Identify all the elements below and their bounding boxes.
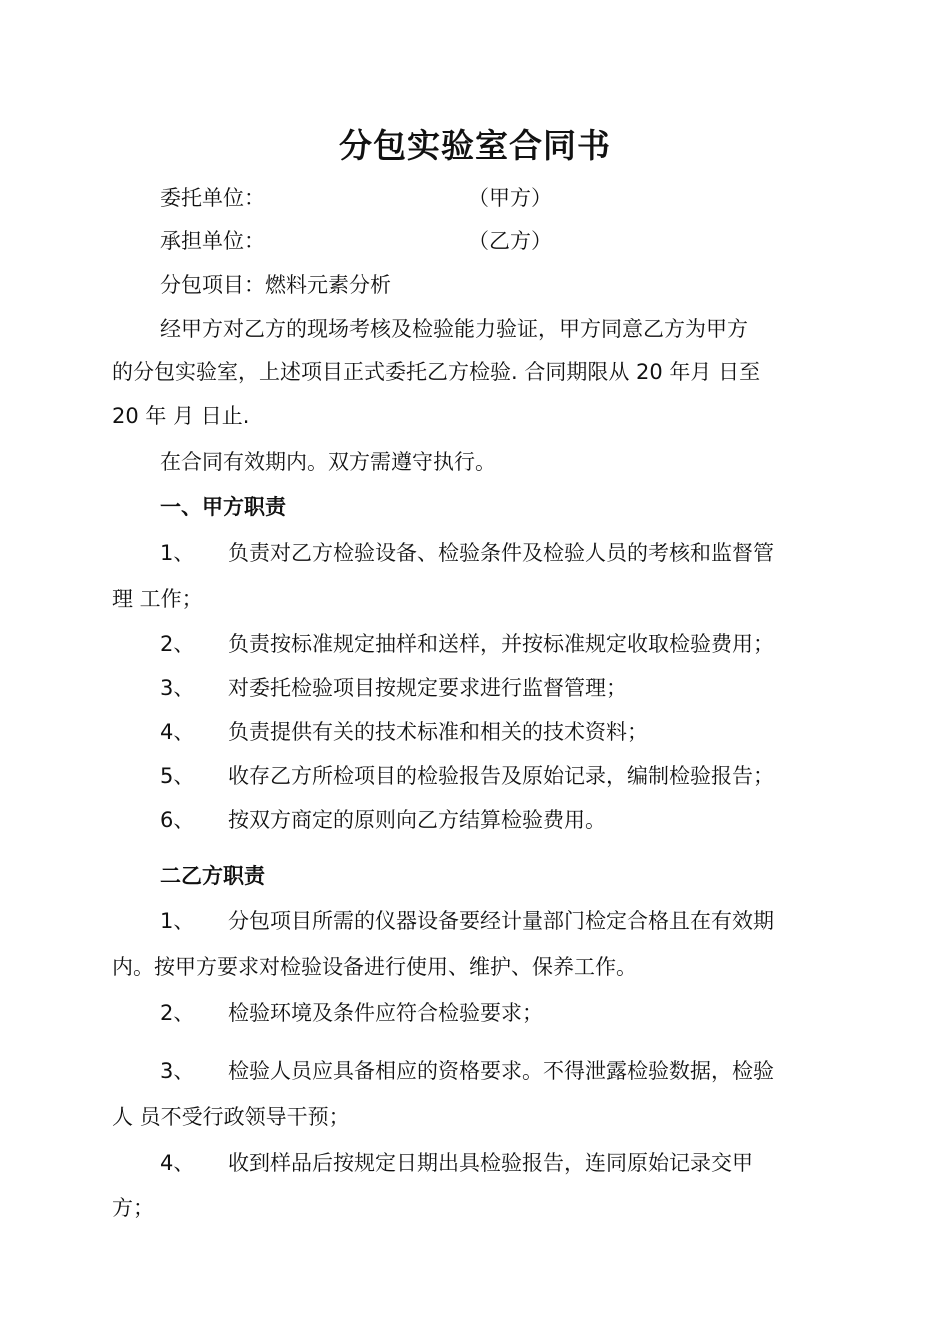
section2-item xyxy=(160,1148,753,1178)
item-number: 3、 xyxy=(160,1059,195,1083)
item-number: 4、 xyxy=(160,1151,195,1175)
item-text: 收到样品后按规定日期出具检验报告，连同原始记录交甲 xyxy=(228,1151,753,1175)
intro-line-4: 在合同有效期内。双方需遵守执行。 xyxy=(160,450,496,474)
section2-item-continuation: 人 员不受行政领导干预； xyxy=(112,1105,350,1129)
item-number: 3、 xyxy=(160,676,195,700)
item-number: 2、 xyxy=(160,1001,195,1025)
item-text: 检验人员应具备相应的资格要求。不得泄露检验数据，检验 xyxy=(228,1059,774,1083)
section1-item xyxy=(160,629,774,659)
section2-item-continuation: 方； xyxy=(112,1196,154,1220)
item-number: 6、 xyxy=(160,808,195,832)
intro-line-1: 经甲方对乙方的现场考核及检验能力验证，甲方同意乙方为甲方 xyxy=(160,317,748,341)
intro-line-3: 20 年 月 日止. xyxy=(112,404,250,428)
contractor-role: （乙方） xyxy=(468,229,552,253)
item-text: 收存乙方所检项目的检验报告及原始记录，编制检验报告； xyxy=(228,764,774,788)
item-number: 5、 xyxy=(160,764,195,788)
contractor-label: 承担单位： xyxy=(160,229,265,253)
client-label: 委托单位： xyxy=(160,186,265,210)
section2-heading: 二乙方职责 xyxy=(160,864,265,888)
section1-heading: 一、甲方职责 xyxy=(160,495,286,519)
section1-item-continuation: 理 工作； xyxy=(112,587,203,611)
item-text: 负责按标准规定抽样和送样，并按标准规定收取检验费用； xyxy=(228,632,774,656)
item-text: 分包项目所需的仪器设备要经计量部门检定合格且在有效期 xyxy=(228,909,774,933)
item-number: 2、 xyxy=(160,632,195,656)
item-text: 负责提供有关的技术标准和相关的技术资料； xyxy=(228,720,648,744)
item-text: 对委托检验项目按规定要求进行监督管理； xyxy=(228,676,627,700)
section1-item xyxy=(160,761,774,791)
document-title: 分包实验室合同书 xyxy=(339,126,611,165)
section1-item xyxy=(160,717,648,747)
section1-item xyxy=(160,538,774,568)
item-number: 1、 xyxy=(160,541,195,565)
section1-item xyxy=(160,673,627,703)
item-text: 按双方商定的原则向乙方结算检验费用。 xyxy=(228,808,606,832)
item-text: 检验环境及条件应符合检验要求； xyxy=(228,1001,543,1025)
item-text: 负责对乙方检验设备、检验条件及检验人员的考核和监督管 xyxy=(228,541,774,565)
intro-line-2: 的分包实验室，上述项目正式委托乙方检验. 合同期限从 20 年月 日至 xyxy=(112,360,761,384)
section2-item-continuation: 内。按甲方要求对检验设备进行使用、维护、保养工作。 xyxy=(112,955,637,979)
section1-item xyxy=(160,805,606,835)
project-line: 分包项目：燃料元素分析 xyxy=(160,273,391,297)
client-role: （甲方） xyxy=(468,186,552,210)
item-number: 4、 xyxy=(160,720,195,744)
section2-item xyxy=(160,906,774,936)
item-number: 1、 xyxy=(160,909,195,933)
section2-item xyxy=(160,1056,774,1086)
section2-item xyxy=(160,998,543,1028)
